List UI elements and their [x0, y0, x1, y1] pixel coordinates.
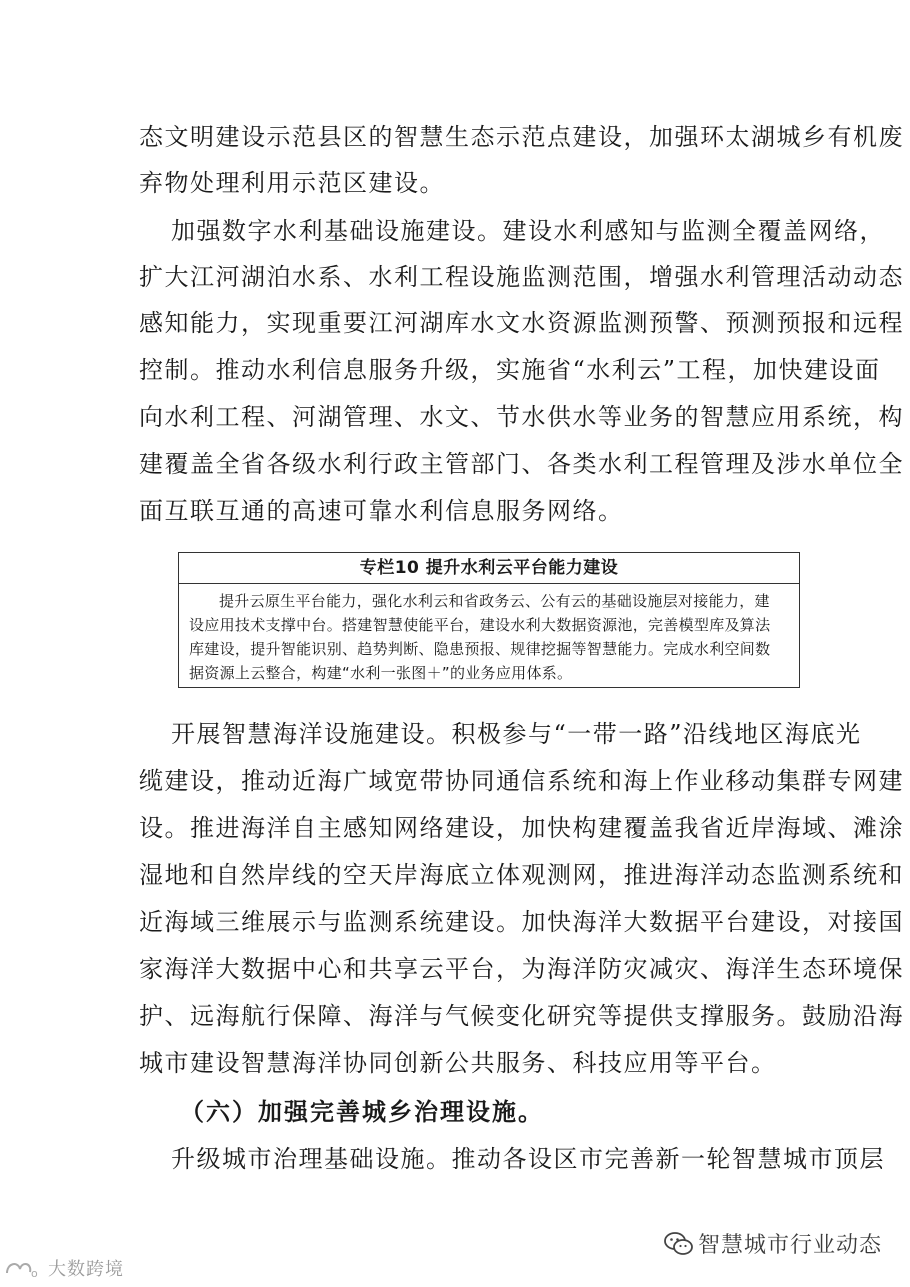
- special-column-line: 提升云原生平台能力，强化水利云和省政务云、公有云的基础设施层对接能力，建: [219, 592, 770, 610]
- section-heading: （六）加强完善城乡治理设施。: [180, 1097, 544, 1126]
- paragraph-line: 建覆盖全省各级水利行政主管部门、各类水利工程管理及涉水单位全: [139, 450, 904, 478]
- paragraph-line: 缆建设，推动近海广域宽带协同通信系统和海上作业移动集群专网建: [139, 767, 904, 795]
- wechat-icon: [664, 1231, 694, 1257]
- paragraph-line: 态文明建设示范县区的智慧生态示范点建设，加强环太湖城乡有机废: [139, 123, 904, 151]
- special-column-box: [178, 552, 800, 688]
- paragraph-line: 家海洋大数据中心和共享云平台，为海洋防灾减灾、海洋生态环境保: [139, 955, 904, 983]
- paragraph-line: 向水利工程、河湖管理、水文、节水供水等业务的智慧应用系统，构: [139, 403, 904, 431]
- paragraph-line: 面互联互通的高速可靠水利信息服务网络。: [139, 497, 624, 525]
- paragraph-line: 设。推进海洋自主感知网络建设，加快构建覆盖我省近岸海域、滩涂: [139, 814, 904, 842]
- account-name: 智慧城市行业动态: [697, 1233, 882, 1258]
- paragraph-line: 弃物处理利用示范区建设。: [139, 169, 445, 197]
- paragraph-line: 护、远海航行保障、海洋与气候变化研究等提供支撑服务。鼓励沿海: [139, 1002, 904, 1030]
- paragraph-line: 控制。推动水利信息服务升级，实施省“水利云”工程，加快建设面: [139, 356, 881, 384]
- paragraph-line: 扩大江河湖泊水系、水利工程设施监测范围，增强水利管理活动动态: [139, 263, 904, 291]
- special-column-line: 库建设，提升智能识别、趋势判断、隐患预报、规律挖掘等智慧能力。完成水利空间数: [189, 640, 771, 658]
- paragraph-line: 湿地和自然岸线的空天岸海底立体观测网，推进海洋动态监测系统和: [139, 861, 904, 889]
- paragraph-line: 加强数字水利基础设施建设。建设水利感知与监测全覆盖网络，: [171, 217, 885, 245]
- logo-mark: [4, 1257, 44, 1279]
- paragraph-line: 感知能力，实现重要江河湖库水文水资源监测预警、预测预报和远程: [139, 309, 904, 337]
- special-column-line: 据资源上云整合，构建“水利一张图＋”的业务应用体系。: [189, 664, 573, 682]
- svg-text:o: o: [31, 1267, 39, 1279]
- source-watermark: [4, 1255, 124, 1281]
- special-column-title: 专栏10 提升水利云平台能力建设: [179, 553, 799, 584]
- paragraph-line: 城市建设智慧海洋协同创新公共服务、科技应用等平台。: [139, 1049, 777, 1077]
- paragraph-line: 近海域三维展示与监测系统建设。加快海洋大数据平台建设，对接国: [139, 908, 904, 936]
- account-watermark: [664, 1228, 882, 1259]
- source-name: 大数跨境: [48, 1259, 124, 1280]
- paragraph-line: 开展智慧海洋设施建设。积极参与“一带一路”沿线地区海底光: [171, 720, 862, 748]
- paragraph-line: 升级城市治理基础设施。推动各设区市完善新一轮智慧城市顶层: [171, 1145, 885, 1173]
- special-column-line: 设应用技术支撑中台。搭建智慧使能平台，建设水利大数据资源池，完善模型库及算法: [189, 616, 771, 634]
